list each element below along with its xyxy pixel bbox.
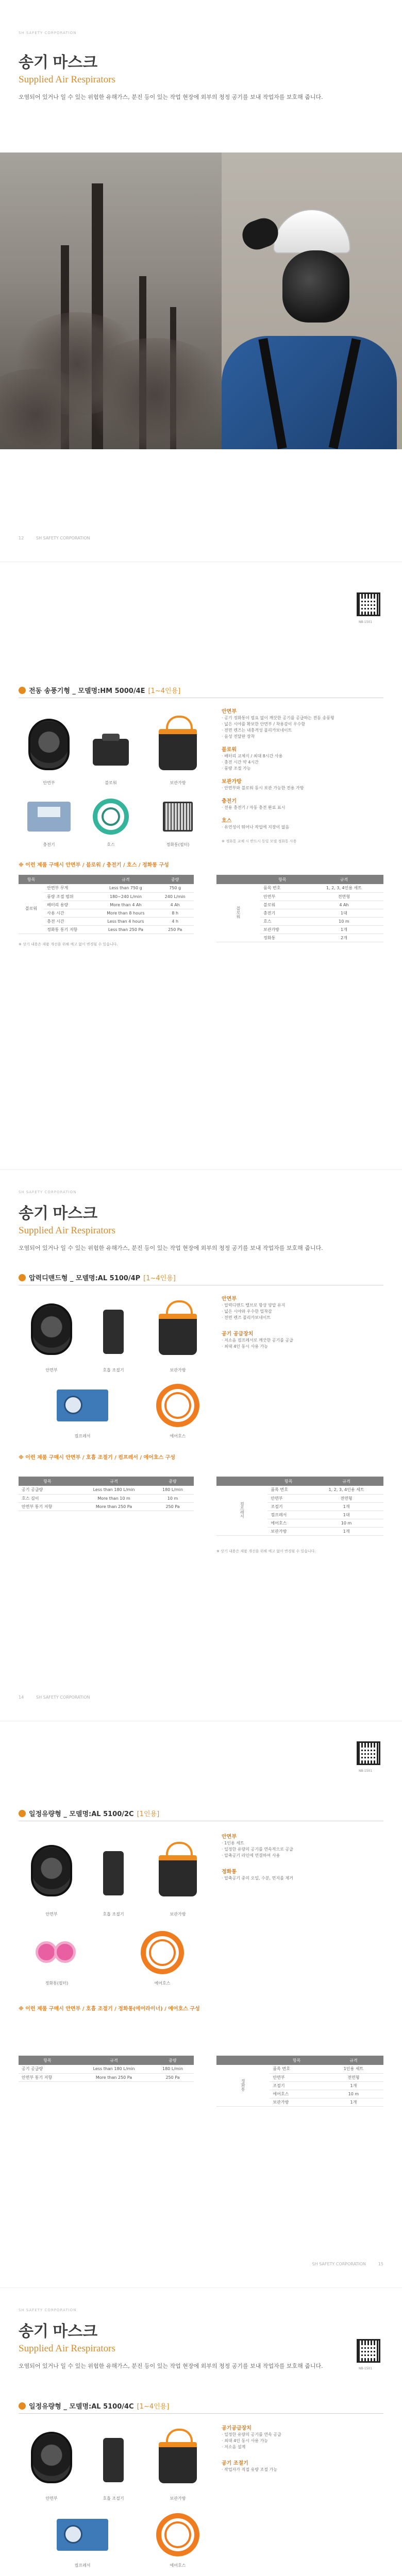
catalog-page-al5100-4p <box>0 1180 402 1716</box>
spec-body: · 일정한 유량의 공기를 연속 공급 · 최대 4인 동시 사용 가능 · 저소음 설계 <box>222 2432 281 2449</box>
page-divider <box>0 2287 402 2288</box>
catalog-page-intro <box>0 0 402 551</box>
spec-title: 보관가방 <box>222 779 242 785</box>
spec-title: 공기 조절기 <box>222 2461 248 2466</box>
table-cell: 보관가방 <box>267 1527 309 1535</box>
table-note: ※ 상기 내용은 제품 개선을 위해 예고 없이 변경될 수 있습니다. <box>19 942 118 946</box>
table-group-label: 컴프레서 <box>216 1486 267 1535</box>
spec-table-left <box>19 1477 194 1511</box>
table-row <box>216 884 383 892</box>
table-cell: 안면부 무게 <box>44 884 95 892</box>
item-label: 에어호스 <box>170 2563 186 2568</box>
product-name: 압력디맨드형 _ 모델명:AL 5100/4P <box>29 1275 141 1282</box>
section-heading <box>19 49 379 101</box>
qr-caption: NB-1501 <box>359 620 373 624</box>
table-header: 규격 <box>309 1477 383 1486</box>
table-header: 규격 <box>305 875 383 884</box>
table-cell: 1개 <box>309 1527 383 1535</box>
table-cell: 배터리 용량 <box>44 901 95 909</box>
table-cell: 품목 번호 <box>270 2065 323 2073</box>
table-header: 항목 <box>19 875 44 884</box>
table-cell: 10 m <box>309 1519 383 1527</box>
page-number: 12 <box>19 536 24 540</box>
table-header: 규격 <box>95 875 156 884</box>
table-cell: 안면부 <box>267 1494 309 1502</box>
spec-title: 호스 <box>222 818 232 824</box>
table-group-label: 블로워 <box>19 884 44 934</box>
spec-body: · 배터리 교체식 / 최대 8시간 사용 · 충전 시간 약 4시간 · 풍량 조절 가능 <box>222 754 283 771</box>
worker-suit <box>222 336 397 449</box>
catalog-page-al5100-4c <box>0 2298 402 2576</box>
air-hose-icon <box>149 1380 206 1431</box>
compressor-icon <box>21 1380 144 1431</box>
table-cell: 안면부 통기 저항 <box>19 2073 76 2081</box>
table-cell: 1대 <box>309 1511 383 1519</box>
table-cell: 충전기 <box>260 909 305 917</box>
table-cell: 250 Pa <box>152 1502 194 1511</box>
spec-title: 공기공급장치 <box>222 2426 252 2431</box>
item-label: 정화통(필터) <box>45 1981 69 1986</box>
table-cell: 1, 2, 3, 4인용 세트 <box>305 884 383 892</box>
filter-icon <box>149 793 206 840</box>
table-cell: Less than 4 hours <box>95 917 156 925</box>
charger-icon <box>21 793 77 840</box>
spec-body: · 1인용 세트 · 일정한 유량의 공기를 연속적으로 공급 · 압축공기 라인에 연결하여 사용 <box>222 1841 293 1858</box>
table-header <box>216 875 260 884</box>
table-row <box>19 917 194 925</box>
smoke-plume <box>77 338 232 449</box>
compressor-icon <box>21 2509 144 2561</box>
hero-photo <box>0 152 402 449</box>
table-cell: 180 L/min <box>152 1486 194 1494</box>
table-cell: More than 10 m <box>76 1494 152 1502</box>
table-cell: 품목 번호 <box>260 884 305 892</box>
item-label: 보관가방 <box>170 781 186 785</box>
table-cell: 180~240 L/min <box>95 892 156 901</box>
table-cell: 240 L/min <box>156 892 194 901</box>
section-heading <box>19 2318 328 2370</box>
air-hose-icon <box>119 1927 206 1978</box>
table-cell: 품목 번호 <box>267 1486 309 1494</box>
item-label: 보관가방 <box>170 1912 186 1917</box>
catalog-page-hm5000 <box>0 572 402 1164</box>
item-label: 충전기 <box>43 842 55 847</box>
table-cell: 안면부 <box>260 892 305 901</box>
table-cell: 컴프레서 <box>267 1511 309 1519</box>
table-cell: 4 Ah <box>156 901 194 909</box>
table-cell: 1개 <box>305 925 383 934</box>
table-cell: 2개 <box>305 934 383 942</box>
table-cell: 정화통 <box>260 934 305 942</box>
gas-mask-icon <box>282 250 349 323</box>
table-row <box>19 2065 194 2073</box>
storage-bag-icon <box>149 721 206 778</box>
item-label: 보관가방 <box>170 2496 186 2501</box>
table-cell: 4 h <box>156 917 194 925</box>
spec-table-left <box>19 875 194 934</box>
spec-body: · 작업자가 직접 유량 조절 가능 <box>222 2467 277 2472</box>
table-cell: 보관가방 <box>260 925 305 934</box>
table-cell: More than 8 hours <box>95 909 156 917</box>
table-cell: 1개 <box>309 1502 383 1511</box>
table-cell: 전면형 <box>309 1494 383 1502</box>
section-heading <box>19 1200 379 1252</box>
spec-title: 정화통 <box>222 1869 237 1875</box>
table-header: 규격 <box>76 2056 152 2065</box>
table-row <box>19 884 194 892</box>
table-header: 항목 <box>267 1477 309 1486</box>
item-label: 컴프레서 <box>74 1434 91 1438</box>
intro-text: 오염되어 있거나 일 수 있는 위험한 유해가스, 분진 등이 있는 작업 현장에 외부의 청정 공기를 보내 작업자를 보호해 줍니다. <box>19 1245 323 1251</box>
table-header: 중량 <box>152 1477 194 1486</box>
page-title: 송기 마스크 <box>19 2323 98 2340</box>
table-header: 규격 <box>324 2056 383 2065</box>
table-cell: Less than 180 L/min <box>76 2065 152 2073</box>
intro-text: 오염되어 있거나 일 수 있는 위험한 유해가스, 분진 등이 있는 작업 현장에 외부의 청정 공기를 보내 작업자를 보호해 줍니다. <box>19 2363 323 2369</box>
table-group-label: 블로워 <box>216 884 260 942</box>
table-row <box>19 901 194 909</box>
table-cell: 1개 <box>324 2081 383 2090</box>
qr-code-icon[interactable] <box>357 592 380 616</box>
regulator-icon <box>88 1837 139 1909</box>
regulator-icon <box>88 1298 139 1365</box>
item-label: 호흡 조절기 <box>103 1912 124 1917</box>
item-label: 컴프레서 <box>74 2563 91 2568</box>
spec-title: 안면부 <box>222 709 237 715</box>
full-face-mask-icon <box>21 1832 82 1909</box>
full-face-mask-icon <box>21 2421 82 2494</box>
table-cell: 호스 길이 <box>19 1494 76 1502</box>
item-label: 블로워 <box>105 781 117 785</box>
table-cell: Less than 750 g <box>95 884 156 892</box>
bullet-icon <box>19 687 26 694</box>
product-name: 전동 송풍기형 _ 모델명:HM 5000/4E <box>29 687 145 695</box>
item-label: 안면부 <box>45 2496 58 2501</box>
item-label: 호흡 조절기 <box>103 2496 124 2501</box>
product-range: [1~4인용] <box>137 2403 170 2411</box>
table-cell: 750 g <box>156 884 194 892</box>
air-hose-icon <box>149 2509 206 2561</box>
page-number: 14 <box>19 1695 24 1700</box>
spec-table-right <box>216 875 383 942</box>
table-row <box>19 909 194 917</box>
table-group-label: 정화통 <box>216 2065 270 2106</box>
qr-code-icon[interactable] <box>357 1741 380 1765</box>
table-row <box>19 925 194 934</box>
table-cell: 10 m <box>152 1494 194 1502</box>
table-cell: 에어호스 <box>267 1519 309 1527</box>
table-header: 항목 <box>270 2056 323 2065</box>
table-cell: 공기 공급량 <box>19 2065 76 2073</box>
table-header: 중량 <box>156 875 194 884</box>
table-cell: 10 m <box>324 2090 383 2098</box>
package-note: ※ 이런 제품 구매시 안면부 / 호흡 조절기 / 컴프레서 / 에어호스 구성 <box>19 1455 175 1461</box>
bullet-icon <box>19 2402 26 2410</box>
page-title: 송기 마스크 <box>19 54 98 71</box>
item-label: 안면부 <box>43 781 55 785</box>
item-label: 안면부 <box>45 1368 58 1372</box>
storage-bag-icon <box>149 2432 206 2494</box>
page-number: 15 <box>378 2262 383 2266</box>
table-cell: 공기 공급량 <box>19 1486 76 1494</box>
table-cell: Less than 250 Pa <box>95 925 156 934</box>
item-label: 에어호스 <box>154 1981 171 1986</box>
footer-brand: SH SAFETY CORPORATION <box>36 536 90 540</box>
spec-title: 안면부 <box>222 1296 237 1302</box>
package-note: ※ 이런 제품 구매시 안면부 / 블로워 / 충전기 / 호스 / 정화통 구성 <box>19 862 169 868</box>
spec-body: · 압축공기 중의 오일, 수분, 먼지를 제거 <box>222 1876 293 1880</box>
spec-body: · 유연성이 뛰어나 작업에 지장이 없음 <box>222 825 290 829</box>
product-range: [1인용] <box>137 1810 160 1818</box>
table-cell: 1대 <box>305 909 383 917</box>
table-cell: 250 Pa <box>152 2073 194 2081</box>
spec-title: 안면부 <box>222 1834 237 1840</box>
product-heading <box>19 1273 176 1282</box>
spec-title: 충전기 <box>222 799 237 804</box>
table-cell: 1인용 세트 <box>324 2065 383 2073</box>
product-heading <box>19 2401 169 2411</box>
heading-rule <box>19 2413 383 2414</box>
table-row <box>19 1494 194 1502</box>
item-label: 호흡 조절기 <box>103 1368 124 1372</box>
storage-bag-icon <box>149 1303 206 1365</box>
table-header <box>216 2056 270 2065</box>
table-cell: More than 4 Ah <box>95 901 156 909</box>
page-subtitle: Supplied Air Respirators <box>19 1225 115 1236</box>
table-row <box>19 1486 194 1494</box>
table-cell: 안면부 통기 저항 <box>19 1502 76 1511</box>
table-header: 규격 <box>76 1477 152 1486</box>
spec-body: · 압력디맨드 밸브로 항상 양압 유지 · 넓은 시야와 우수한 밀착감 · 전면 렌즈 폴리카보네이트 <box>222 1303 286 1320</box>
spec-title: 공기 공급장치 <box>222 1331 254 1337</box>
table-cell: 조절기 <box>267 1502 309 1511</box>
table-cell: 250 Pa <box>156 925 194 934</box>
regulator-icon <box>88 2427 139 2494</box>
item-label: 안면부 <box>45 1912 58 1917</box>
table-cell: 1개 <box>324 2098 383 2106</box>
table-note: ※ 상기 내용은 제품 개선을 위해 예고 없이 변경될 수 있습니다. <box>216 1549 316 1553</box>
table-cell: 전면형 <box>324 2073 383 2081</box>
table-row <box>216 1486 383 1494</box>
table-header: 항목 <box>19 1477 76 1486</box>
table-header: 항목 <box>19 2056 76 2065</box>
table-cell: More than 250 Pa <box>76 2073 152 2081</box>
table-cell: 1, 2, 3, 4인용 세트 <box>309 1486 383 1494</box>
spec-note: ※ 정화통 교체 시 반드시 동일 모델 정화통 사용 <box>222 839 297 843</box>
table-row <box>216 2065 383 2073</box>
table-cell: 에어호스 <box>270 2090 323 2098</box>
brand-tag: SH SAFETY CORPORATION <box>19 2308 77 2312</box>
table-cell: 10 m <box>305 917 383 925</box>
item-label: 정화통(필터) <box>166 842 190 847</box>
footer-brand: SH SAFETY CORPORATION <box>36 1695 90 1700</box>
footer-brand: SH SAFETY CORPORATION <box>312 2262 366 2266</box>
blower-unit-icon <box>82 726 139 778</box>
item-label: 에어호스 <box>170 1434 186 1438</box>
page-title: 송기 마스크 <box>19 1205 98 1222</box>
spec-table-right <box>216 1477 383 1536</box>
product-name: 일정유량형 _ 모델명:AL 5100/2C <box>29 1810 134 1818</box>
air-hose-icon <box>82 793 139 840</box>
table-header: 항목 <box>260 875 305 884</box>
table-header: 중량 <box>152 2056 194 2065</box>
table-cell: 안면부 <box>270 2073 323 2081</box>
table-cell: Less than 180 L/min <box>76 1486 152 1494</box>
table-cell: 4 Ah <box>305 901 383 909</box>
table-header <box>44 875 95 884</box>
product-heading <box>19 685 180 695</box>
product-range: [1~4인용] <box>148 687 181 695</box>
spec-table-left <box>19 2056 194 2082</box>
table-cell: More than 250 Pa <box>76 1502 152 1511</box>
catalog-page-al5100-2c <box>0 1731 402 2282</box>
table-cell: 호스 <box>260 917 305 925</box>
table-row <box>19 892 194 901</box>
storage-bag-icon <box>149 1842 206 1909</box>
table-cell: 조절기 <box>270 2081 323 2090</box>
package-note: ※ 이런 제품 구매시 안면부 / 호흡 조절기 / 정화통(에어라이너) / 에어호스 구성 <box>19 2006 200 2012</box>
spec-table-right <box>216 2056 383 2107</box>
table-cell: 블로워 <box>260 901 305 909</box>
spec-title: 블로워 <box>222 747 237 753</box>
table-cell: 8 h <box>156 909 194 917</box>
full-face-mask-icon <box>21 711 77 778</box>
bullet-icon <box>19 1810 26 1817</box>
table-cell: 사용 시간 <box>44 909 95 917</box>
table-row <box>19 1502 194 1511</box>
spec-body: · 저소음 컴프레서로 깨끗한 공기를 공급 · 최대 4인 동시 사용 가능 <box>222 1338 293 1349</box>
qr-caption: NB-1501 <box>359 2367 373 2370</box>
product-range: [1~4인용] <box>143 1275 176 1282</box>
qr-code-icon[interactable] <box>357 2339 380 2363</box>
page-subtitle: Supplied Air Respirators <box>19 74 115 85</box>
spec-body: · 전용 충전기 / 자동 충전 완료 표시 <box>222 805 286 810</box>
page-subtitle: Supplied Air Respirators <box>19 2343 115 2354</box>
table-cell: 보관가방 <box>270 2098 323 2106</box>
table-row <box>19 2073 194 2081</box>
table-cell: 전면형 <box>305 892 383 901</box>
product-name: 일정유량형 _ 모델명:AL 5100/4C <box>29 2403 134 2411</box>
brand-tag: SH SAFETY CORPORATION <box>19 1190 77 1194</box>
table-cell: 정화통 통기 저항 <box>44 925 95 934</box>
brand-tag: SH SAFETY CORPORATION <box>19 31 77 35</box>
table-header <box>216 1477 267 1486</box>
table-cell: 풍량 조절 범위 <box>44 892 95 901</box>
bullet-icon <box>19 1274 26 1281</box>
product-heading <box>19 1808 159 1818</box>
table-cell: 충전 시간 <box>44 917 95 925</box>
qr-caption: NB-1501 <box>359 1769 373 1773</box>
item-label: 호스 <box>107 842 115 847</box>
item-label: 보관가방 <box>170 1368 186 1372</box>
spec-body: · 안면부와 블로워 동시 보관 가능한 전용 가방 <box>222 786 304 790</box>
intro-text: 오염되어 있거나 일 수 있는 위험한 유해가스, 분진 등이 있는 작업 현장에 외부의 청정 공기를 보내 작업자를 보호해 줍니다. <box>19 94 323 100</box>
cartridge-icon <box>21 1927 93 1978</box>
table-cell: 180 L/min <box>152 2065 194 2073</box>
spec-body: · 공기 정화통이 필요 없이 깨끗한 공기를 공급하는 전동 송풍형 · 넓은 시야를 확보한 안면부 / 착용감이 우수함 · 전면 렌즈는 내충격성 폴리카보네이트 · 음성 전달판 장착 <box>222 716 334 739</box>
full-face-mask-icon <box>21 1293 82 1365</box>
